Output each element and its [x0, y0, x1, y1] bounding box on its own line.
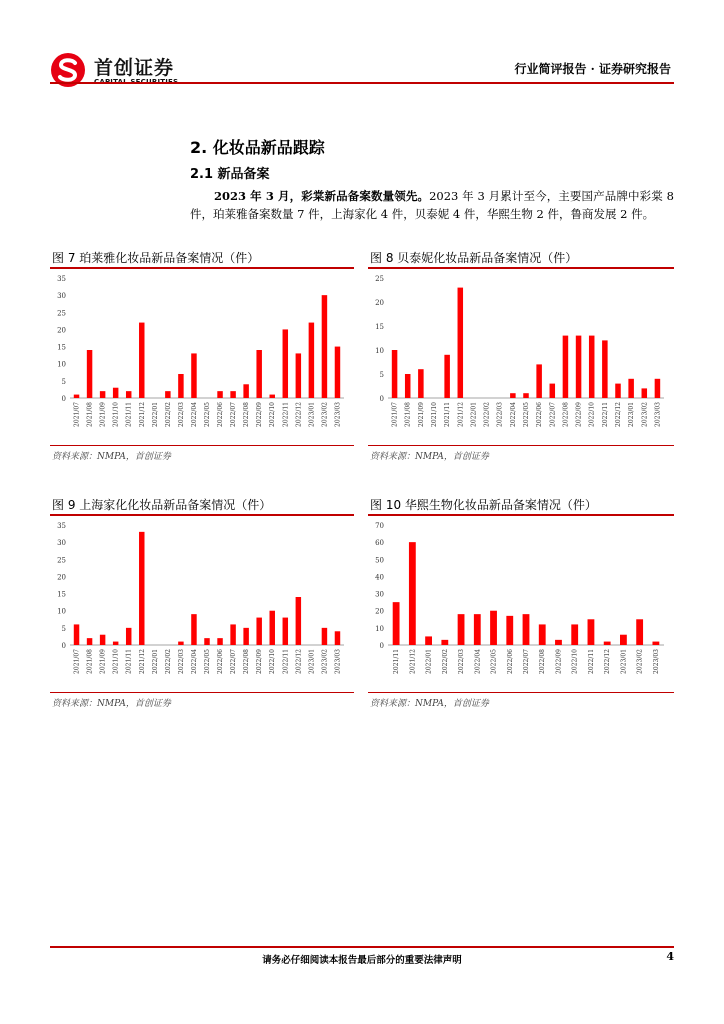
- x-tick-label: 2022/12: [295, 649, 303, 674]
- y-tick-label: 35: [57, 522, 66, 530]
- x-tick-label: 2021/07: [391, 402, 399, 427]
- logo-text: 首创证券: [94, 57, 175, 79]
- bar: [474, 614, 481, 645]
- bar: [418, 369, 424, 398]
- y-tick-label: 0: [61, 395, 66, 403]
- bar: [178, 642, 183, 645]
- x-tick-label: 2022/01: [151, 402, 159, 427]
- x-tick-label: 2022/07: [230, 402, 238, 427]
- figure-8-title: 图 8 贝泰妮化妆品新品备案情况（件）: [370, 251, 578, 265]
- figure-7-title: 图 7 珀莱雅化妆品新品备案情况（件）: [52, 251, 260, 265]
- x-tick-label: 2021/08: [86, 649, 94, 674]
- bar: [126, 628, 131, 645]
- x-tick-label: 2022/02: [164, 649, 172, 674]
- footer-divider: [50, 946, 674, 948]
- bar: [571, 624, 578, 645]
- x-tick-label: 2022/11: [282, 649, 290, 674]
- bar: [506, 616, 513, 645]
- figure-8-source: 资料来源：NMPA，首创证券: [370, 452, 489, 462]
- x-tick-label: 2023/01: [308, 402, 316, 427]
- bar: [217, 638, 222, 645]
- x-tick-label: 2022/05: [523, 402, 530, 427]
- bar: [523, 614, 530, 645]
- x-tick-label: 2022/07: [549, 402, 557, 427]
- section-subtitle: 2.1 新品备案: [190, 167, 270, 182]
- x-tick-label: 2023/02: [321, 402, 329, 427]
- figure-9-title: 图 9 上海家化化妆品新品备案情况（件）: [52, 498, 272, 512]
- bar: [628, 379, 634, 398]
- x-tick-label: 2022/02: [483, 402, 491, 427]
- x-tick-label: 2021/10: [112, 649, 120, 674]
- x-tick-label: 2023/01: [620, 649, 628, 674]
- chart-10: [368, 517, 674, 689]
- y-tick-label: 0: [379, 642, 384, 650]
- bar: [113, 642, 118, 645]
- footer-disclaimer: 请务必仔细阅读本报告最后部分的重要法律声明: [262, 955, 462, 966]
- y-tick-label: 30: [57, 292, 66, 301]
- bar: [523, 393, 529, 398]
- bar: [100, 391, 105, 398]
- chart-9: [50, 517, 354, 689]
- x-tick-label: 2021/08: [404, 402, 412, 427]
- bar: [269, 395, 274, 398]
- y-tick-label: 0: [61, 642, 66, 650]
- bar: [539, 624, 546, 645]
- x-tick-label: 2021/09: [99, 649, 107, 674]
- y-tick-label: 30: [375, 590, 384, 599]
- x-tick-label: 2022/03: [496, 402, 504, 427]
- x-tick-label: 2021/09: [417, 402, 425, 427]
- bar: [425, 636, 432, 645]
- bar: [256, 618, 261, 645]
- x-tick-label: 2022/06: [506, 649, 514, 674]
- bar: [620, 635, 627, 645]
- x-tick-label: 2021/12: [138, 649, 146, 674]
- x-tick-label: 2022/06: [536, 402, 544, 427]
- x-tick-label: 2022/09: [256, 402, 264, 427]
- bar: [87, 350, 92, 398]
- y-tick-label: 15: [57, 590, 66, 599]
- x-tick-label: 2023/03: [652, 649, 660, 674]
- x-tick-label: 2021/07: [73, 649, 81, 674]
- bar: [230, 624, 235, 645]
- x-tick-label: 2021/11: [125, 402, 133, 427]
- x-tick-label: 2022/05: [490, 649, 498, 674]
- x-tick-label: 2021/08: [86, 402, 94, 427]
- chart-7: [50, 270, 354, 442]
- y-tick-label: 20: [375, 607, 384, 616]
- x-tick-label: 2023/02: [636, 649, 644, 674]
- bar: [256, 350, 261, 398]
- bar: [322, 295, 327, 398]
- y-tick-label: 10: [375, 624, 384, 633]
- x-tick-label: 2023/01: [628, 402, 636, 427]
- y-tick-label: 20: [57, 326, 66, 335]
- x-tick-label: 2022/03: [177, 649, 185, 674]
- x-tick-label: 2022/10: [269, 649, 277, 674]
- x-tick-label: 2022/10: [571, 649, 579, 674]
- bar: [204, 638, 209, 645]
- bar: [550, 384, 556, 398]
- x-tick-label: 2022/11: [282, 402, 290, 427]
- bar: [74, 395, 79, 398]
- x-tick-label: 2021/12: [138, 402, 146, 427]
- figure-9-rule: [50, 514, 354, 516]
- figure-9-source: 资料来源：NMPA，首创证券: [52, 699, 171, 709]
- x-tick-label: 2021/10: [431, 402, 438, 427]
- y-tick-label: 15: [375, 323, 384, 331]
- y-tick-label: 0: [379, 395, 384, 403]
- x-tick-label: 2022/07: [230, 649, 238, 674]
- para-text: 2023 年 3 月累计至今，主要国产品牌中彩棠 8 件，珀莱雅备案数量 7 件，上海家化 4 件，贝泰妮 4 件，华熙生物 2 件，鲁商发展 2 件。: [190, 189, 674, 221]
- section-title: 2. 化妆品新品跟踪: [190, 138, 325, 157]
- para-lead: 2023 年 3 月，彩棠新品备案数量领先。: [214, 189, 430, 203]
- bar: [602, 340, 608, 398]
- y-tick-label: 70: [375, 522, 384, 530]
- bar: [441, 640, 448, 645]
- x-tick-label: 2022/01: [425, 649, 433, 674]
- x-tick-label: 2022/08: [562, 402, 570, 427]
- bar: [335, 631, 340, 645]
- bar: [335, 347, 340, 398]
- y-tick-label: 20: [375, 299, 384, 307]
- y-tick-label: 35: [57, 275, 66, 283]
- x-tick-label: 2022/12: [615, 402, 622, 427]
- x-tick-label: 2021/11: [444, 402, 452, 427]
- bar: [217, 391, 222, 398]
- bar: [555, 640, 562, 645]
- bar: [87, 638, 92, 645]
- bar: [642, 388, 648, 398]
- y-tick-label: 25: [375, 275, 384, 283]
- bar: [405, 374, 411, 398]
- x-tick-label: 2021/07: [73, 402, 81, 427]
- x-tick-label: 2022/10: [269, 402, 277, 427]
- y-tick-label: 60: [375, 539, 384, 548]
- x-tick-label: 2022/04: [190, 649, 198, 674]
- x-tick-label: 2022/02: [441, 649, 449, 674]
- bar: [283, 329, 288, 398]
- bar: [655, 379, 661, 398]
- bar: [576, 336, 582, 398]
- bar: [636, 619, 643, 645]
- x-tick-label: 2022/01: [470, 402, 478, 427]
- bar: [139, 323, 144, 398]
- bar: [458, 614, 465, 645]
- y-tick-label: 10: [375, 347, 384, 355]
- figure-10-title: 图 10 华熙生物化妆品新品备案情况（件）: [370, 498, 597, 512]
- x-tick-label: 2021/11: [125, 649, 133, 674]
- figure-7-bottom-rule: [50, 445, 354, 446]
- y-tick-label: 5: [61, 624, 66, 633]
- bar: [510, 393, 516, 398]
- y-tick-label: 10: [57, 360, 66, 369]
- y-tick-label: 25: [57, 309, 66, 318]
- x-tick-label: 2022/03: [177, 402, 185, 427]
- x-tick-label: 2022/04: [474, 649, 482, 674]
- x-tick-label: 2022/11: [587, 649, 595, 674]
- x-tick-label: 2021/11: [393, 649, 401, 674]
- x-tick-label: 2022/06: [217, 649, 225, 674]
- bar: [444, 355, 450, 398]
- x-tick-label: 2021/09: [99, 402, 107, 427]
- x-tick-label: 2022/02: [164, 402, 172, 427]
- bar: [392, 350, 398, 398]
- y-tick-label: 40: [375, 573, 384, 582]
- chart-8: [368, 270, 674, 442]
- bar: [490, 611, 497, 645]
- x-tick-label: 2023/03: [654, 402, 662, 427]
- x-tick-label: 2022/10: [588, 402, 596, 427]
- x-tick-label: 2023/03: [334, 402, 342, 427]
- x-tick-label: 2022/09: [575, 402, 583, 427]
- bar: [563, 336, 569, 398]
- y-tick-label: 25: [57, 556, 66, 565]
- bar: [283, 618, 288, 645]
- y-tick-label: 20: [57, 573, 66, 582]
- page-number: 4: [666, 950, 674, 963]
- x-tick-label: 2022/01: [151, 649, 159, 674]
- x-tick-label: 2023/03: [334, 649, 342, 674]
- bar: [269, 611, 274, 645]
- y-tick-label: 5: [379, 371, 384, 379]
- bar: [393, 602, 400, 645]
- bar: [243, 628, 248, 645]
- bar: [296, 597, 301, 645]
- bar: [458, 288, 464, 398]
- y-tick-label: 50: [375, 556, 384, 565]
- figure-8-rule: [368, 267, 674, 269]
- bar: [588, 619, 595, 645]
- x-tick-label: 2022/08: [539, 649, 547, 674]
- figure-10-rule: [368, 514, 674, 516]
- bar: [113, 388, 118, 398]
- x-tick-label: 2022/09: [555, 649, 563, 674]
- figure-10-bottom-rule: [368, 692, 674, 693]
- x-tick-label: 2022/03: [458, 649, 466, 674]
- bar: [243, 384, 248, 398]
- bar: [652, 642, 659, 645]
- x-tick-label: 2022/05: [204, 649, 211, 674]
- x-tick-label: 2022/08: [243, 402, 251, 427]
- bar: [165, 391, 170, 398]
- x-tick-label: 2023/02: [641, 402, 649, 427]
- x-tick-label: 2021/12: [457, 402, 465, 427]
- x-tick-label: 2022/07: [523, 649, 530, 674]
- x-tick-label: 2022/12: [295, 402, 303, 427]
- bar: [409, 542, 416, 645]
- y-tick-label: 10: [57, 607, 66, 616]
- bar: [309, 323, 314, 398]
- bar: [191, 353, 196, 398]
- x-tick-label: 2021/12: [409, 649, 417, 674]
- x-tick-label: 2023/02: [321, 649, 329, 674]
- bar: [100, 635, 105, 645]
- figure-7-source: 资料来源：NMPA，首创证券: [52, 452, 171, 462]
- x-tick-label: 2022/11: [601, 402, 609, 427]
- figure-10-source: 资料来源：NMPA，首创证券: [370, 699, 489, 709]
- bar: [230, 391, 235, 398]
- figure-9-bottom-rule: [50, 692, 354, 693]
- report-type: 行业简评报告 · 证券研究报告: [514, 62, 671, 76]
- bar: [615, 384, 621, 398]
- bar: [296, 353, 301, 398]
- x-tick-label: 2022/05: [204, 402, 211, 427]
- bar: [178, 374, 183, 398]
- body-paragraph: [190, 188, 674, 223]
- x-tick-label: 2021/10: [112, 402, 120, 427]
- bar: [589, 336, 595, 398]
- figure-7-rule: [50, 267, 354, 269]
- y-tick-label: 30: [57, 539, 66, 548]
- x-tick-label: 2022/04: [509, 402, 517, 427]
- bar: [536, 364, 542, 398]
- bar: [322, 628, 327, 645]
- y-tick-label: 5: [61, 377, 66, 386]
- bar: [126, 391, 131, 398]
- x-tick-label: 2022/08: [243, 649, 251, 674]
- bar: [139, 532, 144, 645]
- x-tick-label: 2022/04: [190, 402, 198, 427]
- bar: [74, 624, 79, 645]
- bar: [191, 614, 196, 645]
- figure-8-bottom-rule: [368, 445, 674, 446]
- x-tick-label: 2023/01: [308, 649, 316, 674]
- x-tick-label: 2022/09: [256, 649, 264, 674]
- bar: [604, 642, 611, 645]
- x-tick-label: 2022/12: [604, 649, 612, 674]
- y-tick-label: 15: [57, 343, 66, 352]
- header-divider: [50, 82, 674, 84]
- x-tick-label: 2022/06: [217, 402, 225, 427]
